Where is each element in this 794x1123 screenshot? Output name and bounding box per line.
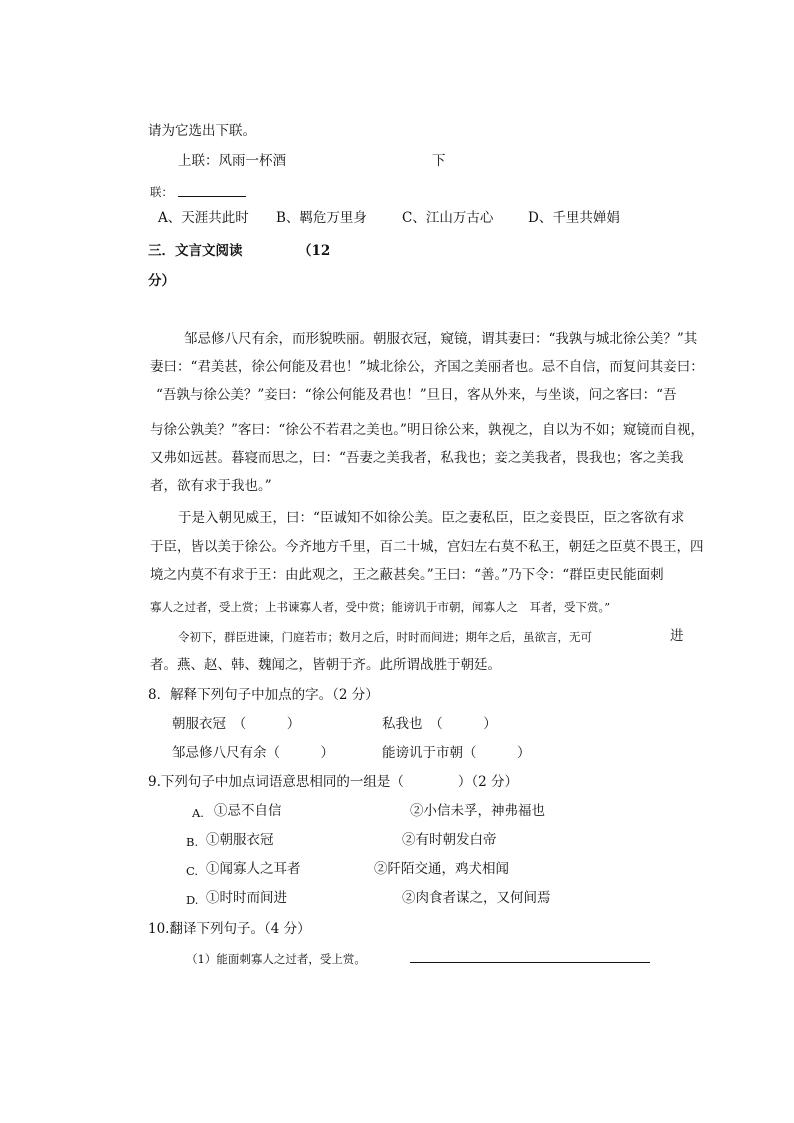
passage-line-3: “吾孰与徐公美？”妾曰：“徐公何能及君也！”旦日，客从外来，与坐谈，问之客曰：“吾 [156, 387, 677, 403]
q9-option-b-right: ②有时朝发白帝 [402, 832, 497, 848]
q7-prompt: 请为它选出下联。 [148, 123, 256, 139]
q9-option-c-right: ②阡陌交通，鸡犬相闻 [374, 861, 509, 877]
q9-option-c-label: C. [186, 864, 199, 878]
q7-option-c: C、江山万古心 [402, 210, 494, 226]
section3-points-part1: （12 [298, 243, 331, 259]
passage-line-7: 于是入朝见威王，曰：“臣诚知不如徐公美。臣之妻私臣，臣之妾畏臣，臣之客欲有求 [178, 510, 685, 526]
q9-option-d-left: ①时时而间进 [206, 890, 287, 906]
passage-line-6: 者，欲有求于我也。” [150, 478, 272, 494]
passage-line-10: 寡人之过者，受上赏；上书谏寡人者，受中赏；能谤讥于市朝，闻寡人之 耳者，受下赏。” [150, 600, 611, 614]
q10-item-1: （1）能面刺寡人之过者，受上赏。 [186, 952, 366, 966]
q9-option-d-label: D. [186, 893, 199, 907]
passage-line-11: 令初下，群臣进谏，门庭若市；数月之后，时时而间进；期年之后，虽欲言，无可 [178, 630, 592, 644]
passage-line-1: 邹忌修八尺有余，而形貌昳丽。朝服衣冠，窥镜，谓其妻曰：“我孰与城北徐公美？”其 [184, 331, 698, 347]
q10-answer-line-1[interactable] [410, 962, 650, 963]
q7-upper-couplet: 上联：风雨一杯酒 [178, 153, 286, 169]
section3-title: 三．文言文阅读 [148, 243, 243, 259]
q8-item-3: 邹忌修八尺有余（ ） [172, 745, 334, 761]
passage-line-5: 又弗如远甚。暮寝而思之，曰：“吾妻之美我者，私我也；妾之美我者，畏我也；客之美我 [150, 450, 684, 466]
q9-option-a-right: ②小信未孚，神弗福也 [410, 803, 545, 819]
passage-line-4: 与徐公孰美？”客曰：“徐公不若君之美也。”明日徐公来，孰视之，自以为不如；窥镜而自视， [150, 422, 704, 438]
q9-option-a-left: ①忌不自信 [214, 803, 282, 819]
passage-line-9: 境之内莫不有求于王：由此观之，王之蔽甚矣。”王曰：“善。”乃下令：“群臣吏民能面刺 [150, 567, 664, 583]
q9-option-d-right: ②肉食者谋之，又何间焉 [402, 890, 551, 906]
passage-line-11-tail: 进 [670, 628, 684, 644]
passage-line-12: 者。燕、赵、韩、魏闻之，皆朝于齐。此所谓战胜于朝廷。 [150, 657, 501, 673]
q7-option-b: B、羁危万里身 [276, 210, 367, 226]
q9-option-b-label: B. [186, 835, 199, 849]
q7-lower-label-part2: 联： [150, 185, 173, 199]
section3-points-part2: 分） [148, 273, 175, 289]
q8-title: 8．解释下列句子中加点的字。（2 分） [148, 687, 379, 703]
q7-option-d: D、千里共婵娟 [528, 210, 620, 226]
q9-option-c-left: ①闻寡人之耳者 [206, 861, 301, 877]
q8-item-1: 朝服衣冠 （ ） [172, 716, 301, 732]
q9-option-a-label: A. [192, 806, 204, 820]
q7-lower-label-part1: 下 [432, 153, 446, 169]
q8-item-4: 能谤讥于市朝（ ） [382, 745, 531, 761]
q9-title: 9.下列句子中加点词语意思相同的一组是（ ）（2 分） [148, 774, 519, 790]
q7-answer-blank[interactable] [178, 196, 246, 197]
q8-item-2: 私我也 （ ） [382, 716, 497, 732]
q9-option-b-left: ①朝服衣冠 [206, 832, 274, 848]
passage-line-2: 妻曰：“君美甚，徐公何能及君也！”城北徐公，齐国之美丽者也。忌不自信，而复问其妾曰： [150, 359, 704, 375]
q7-option-a: A、天涯共此时 [158, 210, 249, 226]
q10-title: 10.翻译下列句子。（4 分） [148, 921, 311, 937]
passage-line-8: 于臣，皆以美于徐公。今齐地方千里，百二十城，宫妇左右莫不私王，朝廷之臣莫不畏王，四 [150, 539, 704, 555]
